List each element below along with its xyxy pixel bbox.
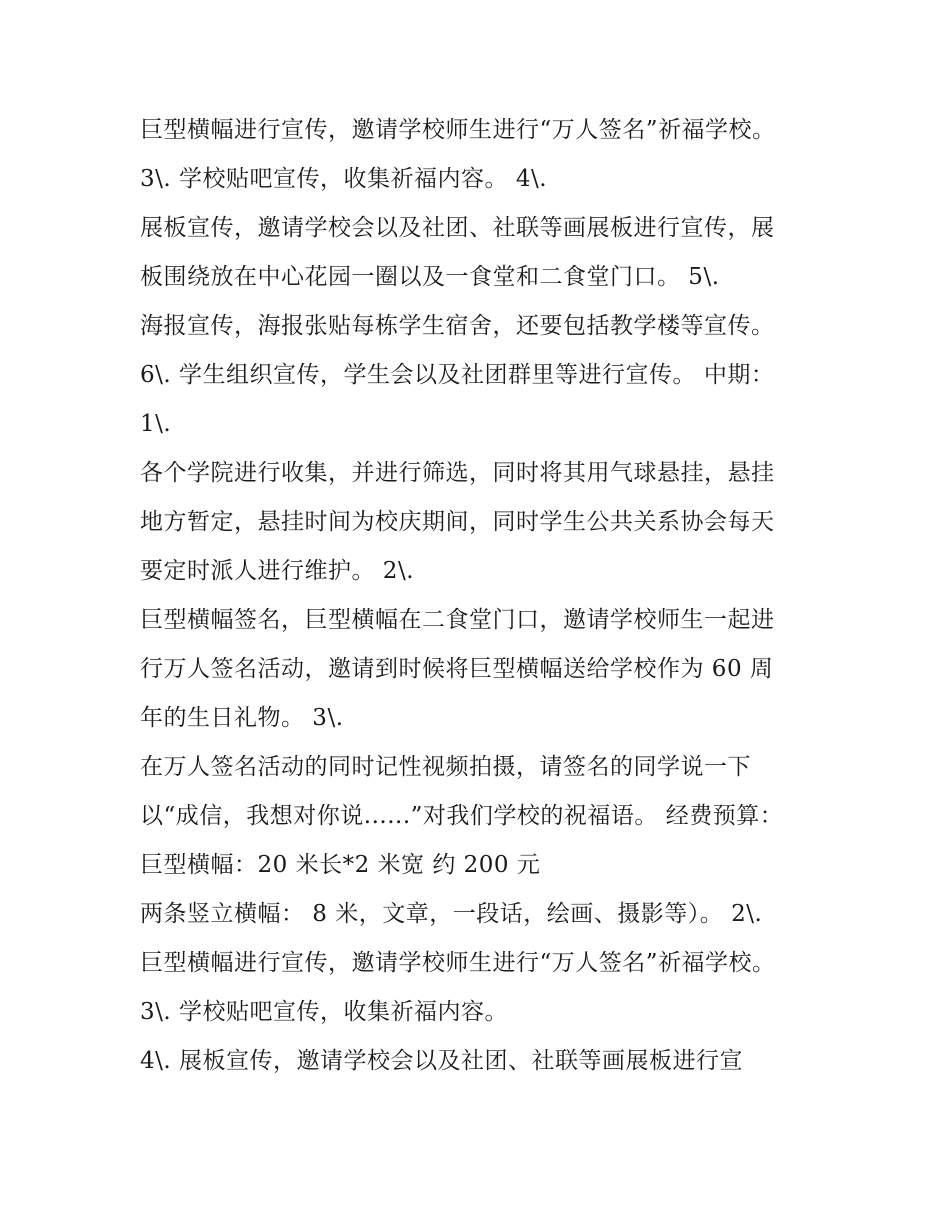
text-line: 板围绕放在中心花园一圈以及一食堂和二食堂门口。 5\. xyxy=(140,264,720,290)
text-line: 3\. 学校贴吧宣传，收集祈福内容。 4\. xyxy=(140,166,548,192)
text-line: 6\. 学生组织宣传，学生会以及社团群里等进行宣传。 中期： xyxy=(140,362,775,388)
text-line: 海报宣传，海报张贴每栋学生宿舍，还要包括教学楼等宣传。 xyxy=(140,313,775,339)
text-line: 3\. 学校贴吧宣传，收集祈福内容。 xyxy=(140,999,509,1025)
body-text xyxy=(140,106,830,1086)
text-line: 巨型横幅进行宣传，邀请学校师生进行“万人签名”祈福学校。 xyxy=(140,950,776,976)
text-line: 以“成信，我想对你说......”对我们学校的祝福语。 经费预算： xyxy=(140,803,784,829)
text-line: 地方暂定，悬挂时间为校庆期间，同时学生公共关系协会每天 xyxy=(140,509,775,535)
text-line: 要定时派人进行维护。 2\. xyxy=(140,558,415,584)
text-line: 展板宣传，邀请学校会以及社团、社联等画展板进行宣传，展 xyxy=(140,215,775,241)
text-line: 两条竖立横幅： 8 米，文章，一段话，绘画、摄影等）。 2\. xyxy=(140,901,763,927)
text-line: 年的生日礼物。 3\. xyxy=(140,705,344,731)
text-line: 1\. xyxy=(140,411,172,437)
text-line: 巨型横幅：20 米长*2 米宽 约 200 元 xyxy=(140,852,541,878)
text-line: 4\. 展板宣传，邀请学校会以及社团、社联等画展板进行宣 xyxy=(140,1048,744,1074)
text-line: 各个学院进行收集，并进行筛选，同时将其用气球悬挂，悬挂 xyxy=(140,460,775,486)
text-line: 巨型横幅进行宣传，邀请学校师生进行“万人签名”祈福学校。 xyxy=(140,117,776,143)
text-line: 在万人签名活动的同时记性视频拍摄，请签名的同学说一下 xyxy=(140,754,751,780)
text-line: 巨型横幅签名，巨型横幅在二食堂门口，邀请学校师生一起进 xyxy=(140,607,775,633)
text-line: 行万人签名活动，邀请到时候将巨型横幅送给学校作为 60 周 xyxy=(140,656,774,682)
